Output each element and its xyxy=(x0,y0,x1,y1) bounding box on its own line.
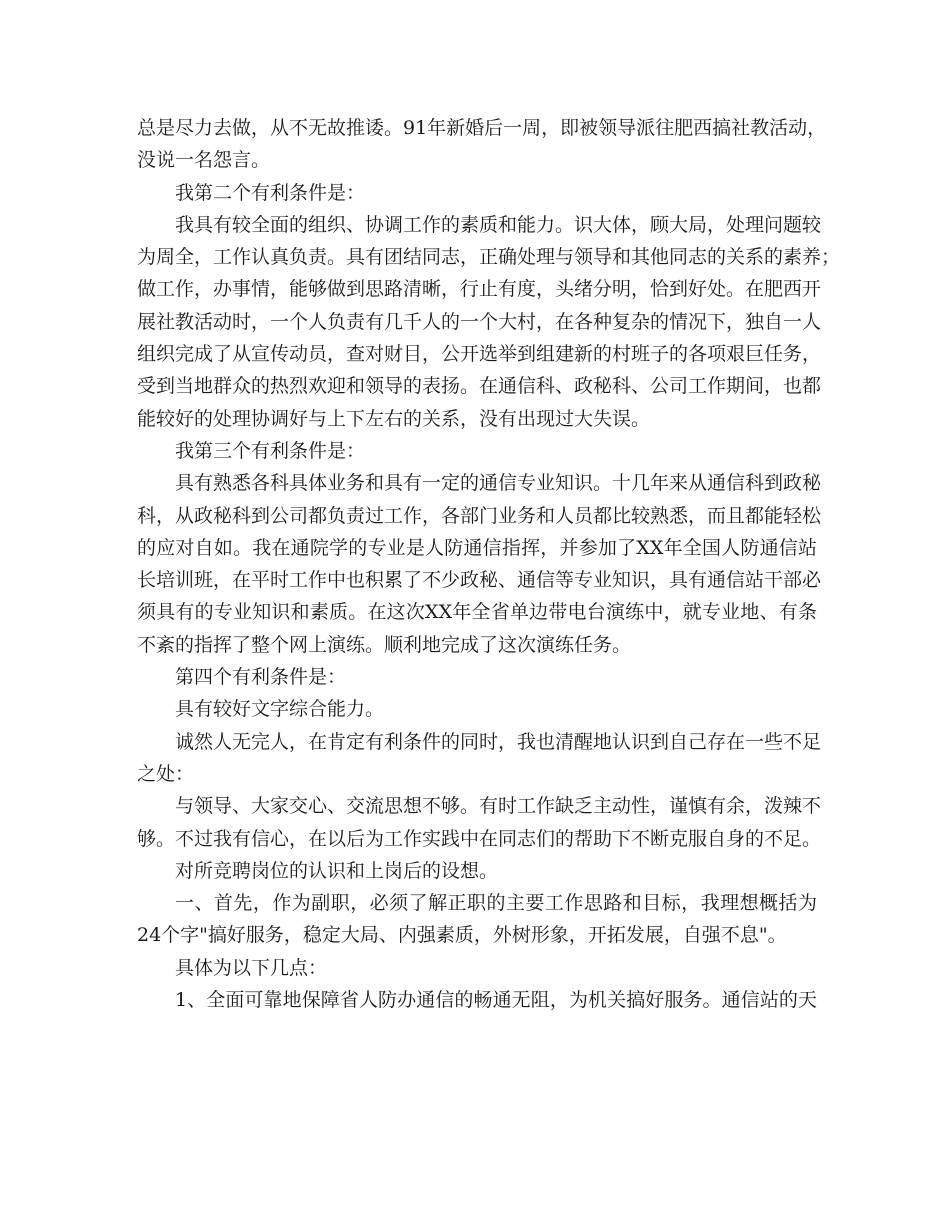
text-line: 科，从政秘科到公司都负责过工作，各部门业务和人员都比较熟悉，而且都能轻松 xyxy=(137,504,822,527)
text-line: 做工作，办事情，能够做到思路清晰，行止有度，头绪分明，恰到好处。在肥西开 xyxy=(137,278,822,301)
text-line: 我具有较全面的组织、协调工作的素质和能力。识大体，顾大局，处理问题较 xyxy=(175,213,822,236)
text-line: 长培训班，在平时工作中也积累了不少政秘、通信等专业知识，具有通信站干部必 xyxy=(137,569,822,592)
text-line: 一、首先，作为副职，必须了解正职的主要工作思路和目标，我理想概括为 xyxy=(175,892,817,915)
text-line: 1、全面可靠地保障省人防办通信的畅通无阻，为机关搞好服务。通信站的天 xyxy=(175,989,817,1012)
text-line: 具体为以下几点： xyxy=(175,956,328,979)
text-line: 为周全，工作认真负责。具有团结同志，正确处理与领导和其他同志的关系的素养； xyxy=(137,246,841,269)
text-line: 对所竞聘岗位的认识和上岗后的设想。 xyxy=(175,859,499,882)
text-line: 具有较好文字综合能力。 xyxy=(175,698,385,721)
text-line: 我第二个有利条件是： xyxy=(175,181,366,204)
document-body xyxy=(137,112,841,1016)
text-line: 之处： xyxy=(137,762,195,785)
text-line: 具有熟悉各科具体业务和具有一定的通信专业知识。十几年来从通信科到政秘 xyxy=(175,472,822,495)
text-line: 没说一名怨言。 xyxy=(137,149,271,172)
text-line: 组织完成了从宣传动员，查对财目，公开选举到组建新的村班子的各项艰巨任务， xyxy=(137,343,822,366)
text-line: 展社教活动时，一个人负责有几千人的一个大村，在各种复杂的情况下，独自一人 xyxy=(137,310,822,333)
text-line: 不紊的指挥了整个网上演练。顺利地完成了这次演练任务。 xyxy=(137,633,632,656)
text-line: 我第三个有利条件是： xyxy=(175,439,366,462)
text-line: 诚然人无完人，在肯定有利条件的同时，我也清醒地认识到自己存在一些不足 xyxy=(175,730,822,753)
text-line: 够。不过我有信心，在以后为工作实践中在同志们的帮助下不断克服自身的不足。 xyxy=(137,827,822,850)
text-line: 与领导、大家交心、交流思想不够。有时工作缺乏主动性，谨慎有余，泼辣不 xyxy=(175,795,822,818)
text-line: 受到当地群众的热烈欢迎和领导的表扬。在通信科、政秘科、公司工作期间，也都 xyxy=(137,375,822,398)
text-line: 须具有的专业知识和素质。在这次XX年全省单边带电台演练中，就专业地、有条 xyxy=(137,601,817,624)
text-line: 能较好的处理协调好与上下左右的关系，没有出现过大失误。 xyxy=(137,407,651,430)
text-line: 总是尽力去做，从不无故推诿。91年新婚后一周，即被领导派往肥西搞社教活动， xyxy=(137,117,827,139)
text-line: 的应对自如。我在通院学的专业是人防通信指挥，并参加了XX年全国人防通信站 xyxy=(137,536,817,559)
text-line: 第四个有利条件是： xyxy=(175,666,347,689)
text-line: 24个字"搞好服务，稳定大局、内强素质，外树形象，开拓发展，自强不息"。 xyxy=(137,924,787,947)
